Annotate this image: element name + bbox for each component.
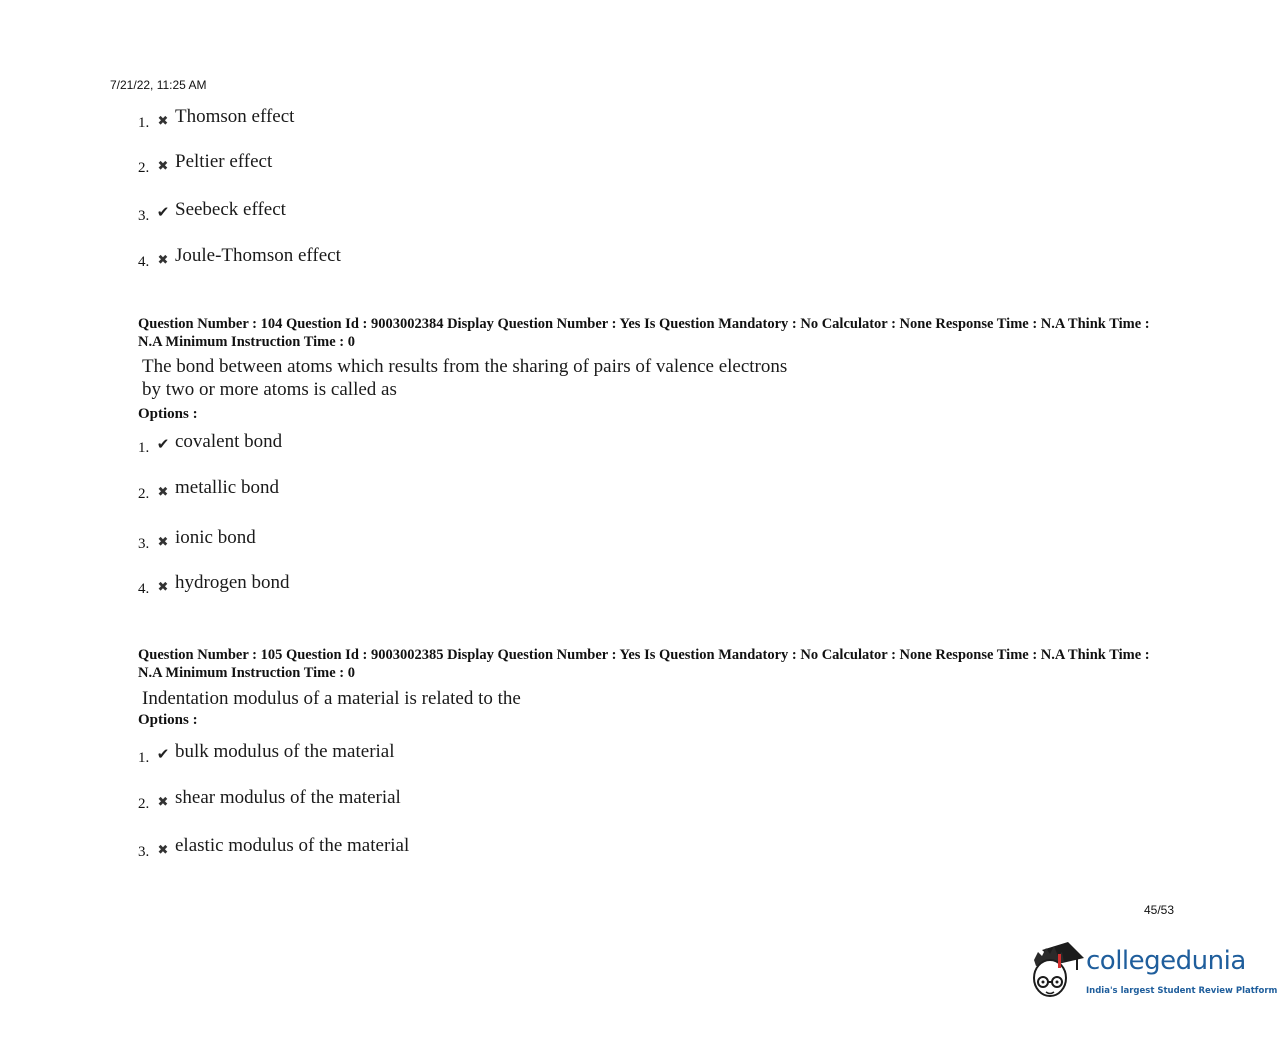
option-number: 1. — [138, 115, 150, 131]
option-item — [138, 145, 273, 176]
option-number: 4. — [138, 581, 150, 597]
mascot-icon — [1024, 938, 1086, 1008]
option-text: metallic bond — [175, 477, 279, 498]
option-item — [138, 829, 410, 860]
option-number: 2. — [138, 486, 150, 502]
cross-icon: ✖ — [157, 252, 169, 267]
option-text: Joule-Thomson effect — [175, 245, 341, 266]
option-item — [138, 735, 395, 766]
cross-icon: ✖ — [157, 794, 169, 809]
options-label: Options : — [138, 712, 198, 728]
option-item — [138, 425, 283, 456]
option-number: 3. — [138, 844, 150, 860]
check-icon: ✔ — [156, 437, 170, 453]
option-text: elastic modulus of the material — [175, 835, 410, 856]
option-text: bulk modulus of the material — [175, 741, 395, 762]
question-text: The bond between atoms which results from the sharing of pairs of valence electrons by two or more atoms is called as — [142, 356, 788, 400]
option-number: 1. — [138, 440, 150, 456]
check-icon: ✔ — [156, 747, 170, 763]
option-text: covalent bond — [175, 431, 283, 452]
cross-icon: ✖ — [157, 534, 169, 549]
cross-icon: ✖ — [157, 484, 169, 499]
option-item — [138, 781, 401, 812]
cross-icon: ✖ — [157, 158, 169, 173]
question-meta: Question Number : 104 Question Id : 9003002384 Display Question Number : Yes Is Question Mandatory : No Calculator : None Response Time : N.A Think Time : N.A Minimum Instruction Time : 0 — [138, 316, 1150, 350]
page-number: 45/53 — [1144, 903, 1175, 917]
option-text: Thomson effect — [175, 106, 295, 127]
question-text: Indentation modulus of a material is related to the — [142, 688, 521, 709]
option-text: Peltier effect — [175, 151, 273, 172]
cross-icon: ✖ — [157, 113, 169, 128]
option-number: 2. — [138, 796, 150, 812]
option-item — [138, 193, 286, 224]
question-meta: Question Number : 105 Question Id : 9003002385 Display Question Number : Yes Is Question Mandatory : No Calculator : None Response Time : N.A Think Time : N.A Minimum Instruction Time : 0 — [138, 647, 1150, 681]
option-item — [138, 471, 279, 502]
option-number: 1. — [138, 750, 150, 766]
option-item — [138, 521, 256, 552]
option-number: 3. — [138, 536, 150, 552]
option-number: 2. — [138, 160, 150, 176]
option-text: hydrogen bond — [175, 572, 290, 593]
option-item — [138, 100, 295, 131]
collegedunia-logo — [1024, 938, 1278, 1008]
logo-tagline: India's largest Student Review Platform — [1086, 986, 1278, 996]
logo-name: collegedunia — [1086, 946, 1246, 976]
cross-icon: ✖ — [157, 579, 169, 594]
option-text: shear modulus of the material — [175, 787, 401, 808]
check-icon: ✔ — [156, 205, 170, 221]
timestamp: 7/21/22, 11:25 AM — [110, 78, 207, 92]
cross-icon: ✖ — [157, 842, 169, 857]
option-text: ionic bond — [175, 527, 256, 548]
option-text: Seebeck effect — [175, 199, 286, 220]
option-number: 4. — [138, 254, 150, 270]
option-item — [138, 566, 290, 597]
options-label: Options : — [138, 406, 198, 422]
option-item — [138, 239, 341, 270]
option-number: 3. — [138, 208, 150, 224]
